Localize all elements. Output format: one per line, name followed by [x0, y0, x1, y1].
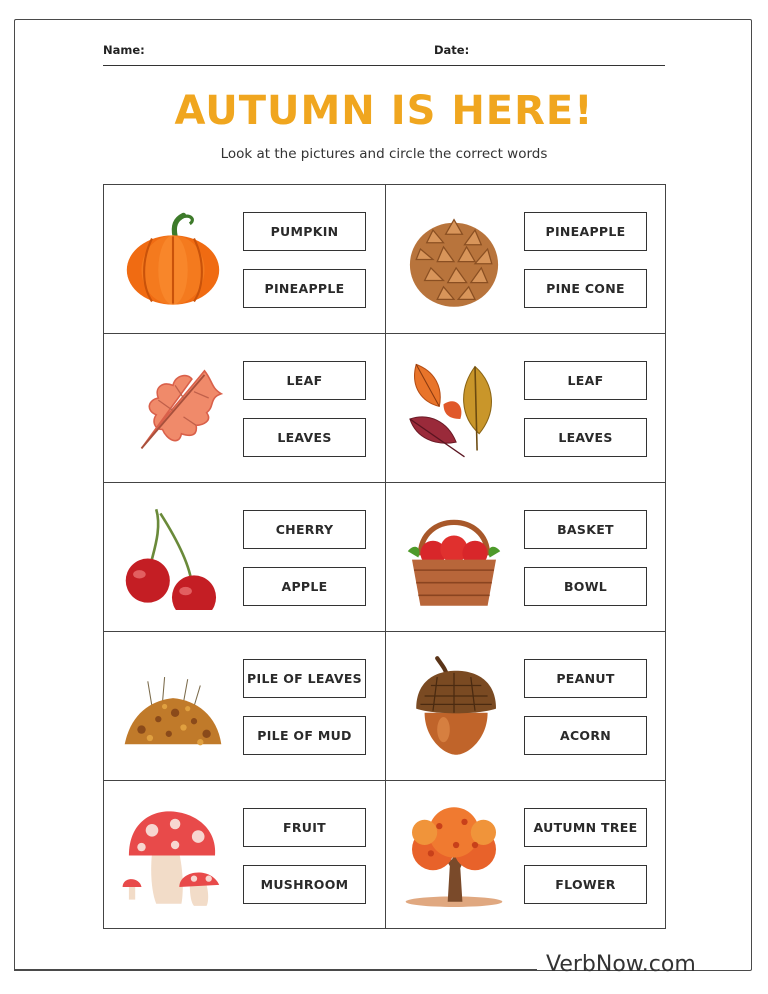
oak-leaf-icon [120, 356, 226, 461]
option-word[interactable]: LEAF [524, 361, 647, 400]
cell-pine-cone [385, 185, 666, 334]
cell-autumn-tree [385, 781, 666, 930]
option-word[interactable]: LEAVES [524, 418, 647, 457]
pumpkin-icon [120, 207, 226, 312]
leaf-pile-icon [120, 654, 226, 759]
cell-leaf [104, 334, 385, 483]
autumn-leaves-icon [401, 356, 507, 461]
worksheet-title: AUTUMN IS HERE! [174, 88, 594, 134]
option-word[interactable]: APPLE [243, 567, 366, 606]
cell-basket [385, 483, 666, 632]
name-label: Name: [103, 43, 145, 57]
mushroom-icon [120, 803, 226, 908]
option-word[interactable]: BOWL [524, 567, 647, 606]
option-word[interactable]: LEAF [243, 361, 366, 400]
option-word[interactable]: FRUIT [243, 808, 366, 847]
cell-leaves [385, 334, 666, 483]
option-word[interactable]: MUSHROOM [243, 865, 366, 904]
frame-bottom-line [14, 969, 537, 971]
acorn-icon [401, 654, 507, 759]
option-word[interactable]: PILE OF MUD [243, 716, 366, 755]
option-word[interactable]: CHERRY [243, 510, 366, 549]
pine-cone-icon [401, 207, 507, 312]
cell-cherry [104, 483, 385, 632]
date-label: Date: [434, 43, 470, 57]
cell-acorn [385, 632, 666, 781]
option-word[interactable]: BASKET [524, 510, 647, 549]
option-word[interactable]: ACORN [524, 716, 647, 755]
name-date-line [103, 42, 665, 66]
cherry-icon [120, 505, 226, 610]
autumn-tree-icon [401, 803, 507, 908]
option-word[interactable]: AUTUMN TREE [524, 808, 647, 847]
option-word[interactable]: PUMPKIN [243, 212, 366, 251]
worksheet-instructions: Look at the pictures and circle the correct words [220, 146, 548, 162]
apple-basket-icon [401, 505, 507, 610]
picture-word-grid [103, 184, 666, 929]
option-word[interactable]: PINEAPPLE [243, 269, 366, 308]
cell-pumpkin [104, 185, 385, 334]
option-word[interactable]: LEAVES [243, 418, 366, 457]
cell-mushroom [104, 781, 385, 930]
option-word[interactable]: PEANUT [524, 659, 647, 698]
site-watermark: VerbNow.com [546, 952, 696, 977]
option-word[interactable]: FLOWER [524, 865, 647, 904]
cell-leaf-pile [104, 632, 385, 781]
option-word[interactable]: PILE OF LEAVES [243, 659, 366, 698]
option-word[interactable]: PINE CONE [524, 269, 647, 308]
option-word[interactable]: PINEAPPLE [524, 212, 647, 251]
